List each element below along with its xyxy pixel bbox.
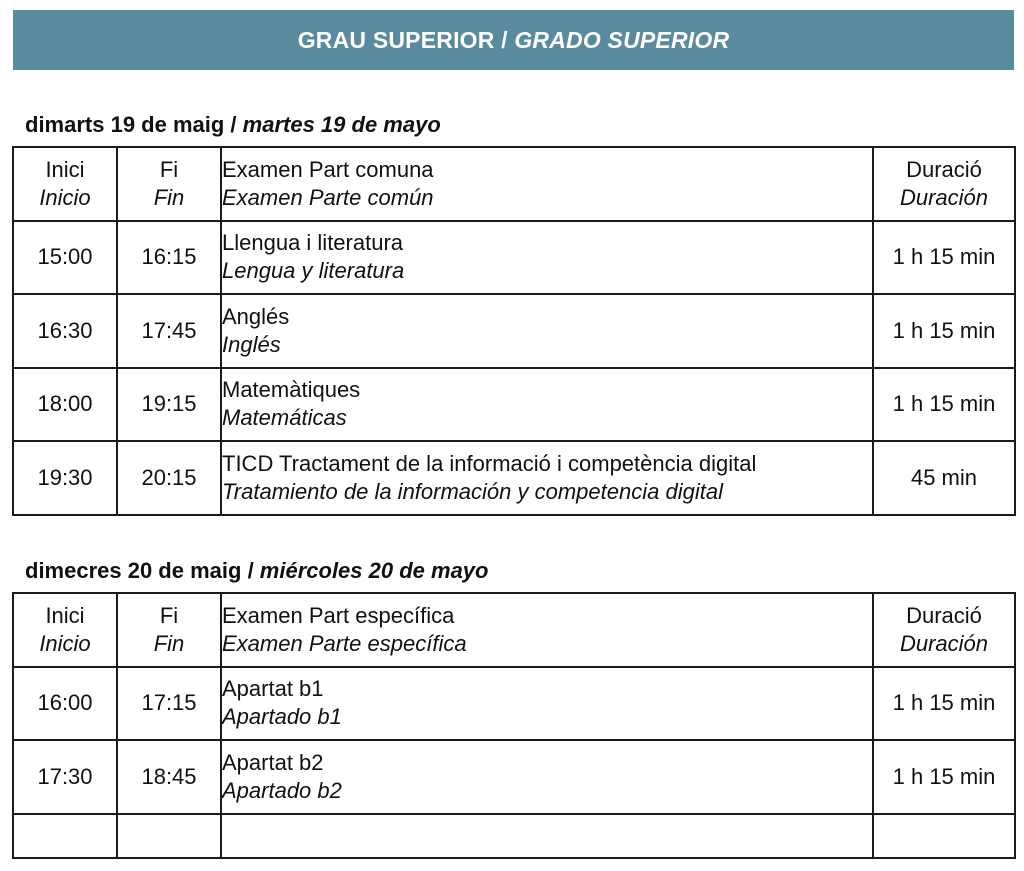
row-subject-es: Matemáticas — [222, 405, 347, 431]
header-duration — [873, 147, 1015, 221]
row-subject-ca: TICD Tractament de la informació i competència digital — [222, 450, 757, 476]
day1-title-ca: dimarts 19 de maig — [25, 112, 225, 137]
table-header-row — [13, 147, 1015, 221]
row-subject — [221, 294, 873, 368]
row-end-time: 19:15 — [117, 368, 221, 442]
header-subject — [221, 147, 873, 221]
row-subject-es: Apartado b2 — [222, 777, 342, 803]
row-start-time: 19:30 — [13, 441, 117, 515]
empty-table-row — [13, 814, 1015, 858]
table-header-row — [13, 593, 1015, 667]
header-duration-es: Duración — [899, 184, 989, 210]
header-end — [117, 147, 221, 221]
header-subject-es: Examen Parte específica — [222, 630, 467, 656]
day2-title-ca: dimecres 20 de maig — [25, 558, 242, 583]
header-duration-ca: Duració — [906, 602, 982, 628]
row-subject — [221, 740, 873, 814]
header-subject — [221, 593, 873, 667]
empty-cell — [873, 814, 1015, 858]
row-start-time: 16:00 — [13, 667, 117, 741]
grade-banner — [13, 10, 1014, 70]
empty-cell — [221, 814, 873, 858]
row-duration: 1 h 15 min — [873, 368, 1015, 442]
day1-title — [25, 112, 441, 138]
header-duration-es: Duración — [899, 630, 989, 656]
header-start-ca: Inici — [45, 156, 85, 182]
header-subject-es: Examen Parte común — [222, 184, 434, 210]
row-subject-ca: Llengua i literatura — [222, 230, 404, 256]
table-row — [13, 368, 1015, 442]
empty-cell — [13, 814, 117, 858]
row-start-time: 16:30 — [13, 294, 117, 368]
row-subject — [221, 368, 873, 442]
header-start-es: Inicio — [39, 630, 91, 656]
header-start — [13, 593, 117, 667]
row-duration: 1 h 15 min — [873, 294, 1015, 368]
header-end — [117, 593, 221, 667]
row-end-time: 17:45 — [117, 294, 221, 368]
row-end-time: 16:15 — [117, 221, 221, 295]
header-start-ca: Inici — [45, 602, 85, 628]
row-start-time: 17:30 — [13, 740, 117, 814]
row-subject — [221, 667, 873, 741]
row-subject-es: Tratamiento de la información y competencia digital — [222, 478, 723, 504]
row-end-time: 17:15 — [117, 667, 221, 741]
banner-title-es: GRADO SUPERIOR — [514, 26, 730, 53]
header-subject-ca: Examen Part comuna — [222, 156, 434, 182]
row-subject-ca: Apartat b2 — [222, 749, 324, 775]
row-end-time: 18:45 — [117, 740, 221, 814]
header-duration-ca: Duració — [906, 156, 982, 182]
table-row — [13, 667, 1015, 741]
empty-cell — [117, 814, 221, 858]
row-start-time: 15:00 — [13, 221, 117, 295]
row-subject-es: Inglés — [222, 331, 281, 357]
table-row — [13, 740, 1015, 814]
header-subject-ca: Examen Part específica — [222, 602, 455, 628]
row-duration: 1 h 15 min — [873, 740, 1015, 814]
banner-separator: / — [494, 26, 515, 53]
header-start — [13, 147, 117, 221]
day1-title-es: martes 19 de mayo — [242, 112, 441, 137]
row-duration: 1 h 15 min — [873, 667, 1015, 741]
day2-schedule-table — [12, 592, 1016, 859]
header-end-es: Fin — [153, 630, 185, 656]
table-row — [13, 441, 1015, 515]
day2-title-separator: / — [241, 558, 260, 583]
row-subject — [221, 441, 873, 515]
table-row — [13, 221, 1015, 295]
day2-title-es: miércoles 20 de mayo — [259, 558, 489, 583]
row-subject-ca: Matemàtiques — [222, 377, 361, 403]
header-end-ca: Fi — [159, 602, 179, 628]
row-subject-ca: Apartat b1 — [222, 676, 324, 702]
row-subject-es: Apartado b1 — [222, 704, 342, 730]
row-subject-es: Lengua y literatura — [222, 258, 405, 284]
header-end-ca: Fi — [159, 156, 179, 182]
row-subject-ca: Anglés — [222, 303, 290, 329]
day2-title — [25, 558, 488, 584]
header-start-es: Inicio — [39, 184, 91, 210]
day1-schedule-table — [12, 146, 1016, 516]
banner-title-ca: GRAU SUPERIOR — [297, 26, 495, 53]
row-start-time: 18:00 — [13, 368, 117, 442]
row-duration: 1 h 15 min — [873, 221, 1015, 295]
row-end-time: 20:15 — [117, 441, 221, 515]
header-duration — [873, 593, 1015, 667]
table-row — [13, 294, 1015, 368]
row-duration: 45 min — [873, 441, 1015, 515]
header-end-es: Fin — [153, 184, 185, 210]
day1-title-separator: / — [224, 112, 243, 137]
row-subject — [221, 221, 873, 295]
